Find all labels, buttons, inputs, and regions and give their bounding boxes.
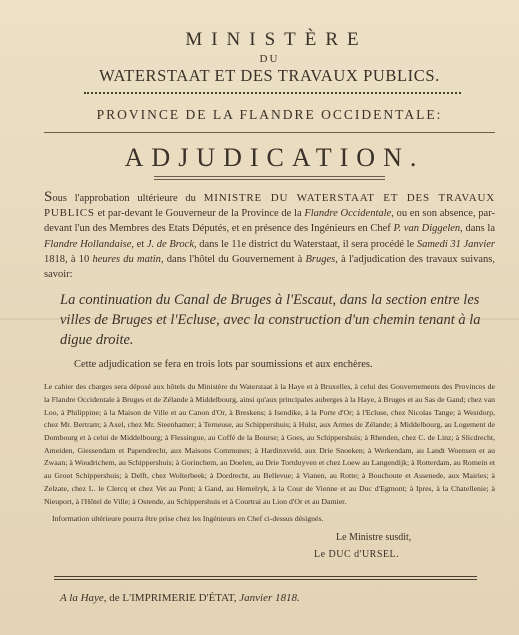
intro-text: ous l'approbation ultérieure du [52, 193, 204, 204]
intro-text: , dans la [460, 223, 495, 235]
document-title: ADJUDICATION. [124, 143, 425, 172]
info-line: Information ultérieure pourra être prise chez les Ingénieurs en Chef ci-dessus désignés. [52, 514, 324, 524]
ministry-du: DU [259, 53, 280, 65]
intro-text: , à l'adjudication des travaux suivans, savoir: [44, 253, 495, 281]
lots-sentence: Cette adjudication se fera en trois lots par soumissions et aux enchères. [74, 359, 373, 371]
intro-text: , dans le 11e district du Waterstaat, il sera procédé le [194, 238, 417, 250]
deposit-paragraph: Le cahier des charges sera déposé aux hôtels du Ministère du Waterstaat à la Haye et à Bruxelles, à celui des Gouvernements des Provinces de la Flandre Occidentale à Bruges et de Zélande à Middelbourg, ainsi qu'aux principales auberges à la Haye, à Bruges et au Sas de Gand; chez van Loo, à Philippine; à la Maison de Ville et au Canon d'Or, à Breskens; à Isendike, à la Porte d'Or; à l'Ecluse, chez Nicolas Tange; à Westdorp, chez Mr. Bertram; à Axel, chez Mr. Steenhamer; à Terneuse, au Schippershuis; à Hulst, aux Armes de Zélande; à Middelbourg, au Logement de Dombourg et à celui de Middelbourg; à Flessingue, au Coffé de la Bourse; à Goes, au Schippershuis; à Rhenden, chez C. de Linz; à Slicdrecht, Ameiden, Giessendam et Papendrecht, aux Maisons Communes; à Hardinxveld, aux Drie Snoeken; à Werkendam, au Landt Woensen et au Zwaan; à Woudrichem, au Schippershuis; à Gorinchem, au Doelen, au Drie Tortduyven et chez Loew au Langendijk; à Rotterdam, au Romein et au Groot Schippershuis; à Delft, chez Wolterbeek; à Dordrecht, au Bellevue; à Vianen, au Rotte; à Bouchoute et Assenede, aux Mairies; à Zelzate, chez L. le Clercq et chez Vet au Pont; à Gand, au Hemelryk, à la Cour de Vienne et au Duc d'Egmont; à Ipres, à la Chatellenie; à Nieuport, à l'Hôtel de Ville; à Ostende, au Schippershuis et à Courtrai au Lion d'Or et au Damier. [44, 382, 495, 506]
imprint-printer: , de L'IMPRIMERIE D'ÉTAT, [103, 592, 240, 605]
intro-text: , ou en son absence, par-devant l'un des Membres des Etats Députés, et en présence des Ingénieurs en Chef [44, 208, 495, 235]
intro-text: , dans l'hôtel du Gouvernement à [160, 253, 306, 265]
imprint-line [60, 591, 495, 605]
title-rule [154, 176, 385, 177]
province-heading: PROVINCE DE LA FLANDRE OCCIDENTALE: [96, 107, 443, 122]
intro-paragraph [44, 190, 495, 282]
region-name: Flandre Hollandaise [44, 238, 132, 250]
drop-letter: S [44, 189, 53, 205]
ministry-title: MINISTÈRE [185, 29, 368, 50]
footer-rule [54, 576, 477, 577]
signature-name: Le DUC d'URSEL. [314, 549, 400, 561]
engineer-name: P. van Diggelen [393, 223, 461, 235]
minister-name: MINISTRE DU WATERSTAAT ET DES TRAVAUX PUBLICS [44, 192, 495, 220]
imprint-date: Janvier 1818. [239, 592, 300, 605]
imprint-place: A la Haye [60, 592, 104, 605]
city-name: Bruges [305, 253, 336, 265]
dotted-rule [84, 92, 461, 96]
auction-time: heures du matin [92, 253, 161, 265]
footer-rule [54, 579, 477, 580]
paper-fold [0, 318, 519, 320]
province-name: Flandre Occidentale [304, 208, 392, 220]
rule [44, 132, 495, 133]
auction-date: Samedi 31 Janvier [416, 238, 495, 250]
intro-text: et par-devant le Gouverneur de la Province de la [94, 208, 305, 220]
signature-title: Le Ministre susdit, [336, 532, 412, 544]
works-description: La continuation du Canal de Bruges à l'Escaut, dans la section entre les villes de Bruges et l'Ecluse, avec la construction d'un chemin tenant à la digue droite. [60, 292, 481, 349]
title-rule [154, 179, 385, 180]
ministry-subtitle: WATERSTAAT ET DES TRAVAUX PUBLICS. [99, 66, 440, 85]
intro-text: 1818, à 10 [44, 253, 93, 265]
engineer-name: J. de Brock [146, 238, 195, 250]
intro-text: , et [131, 238, 147, 250]
